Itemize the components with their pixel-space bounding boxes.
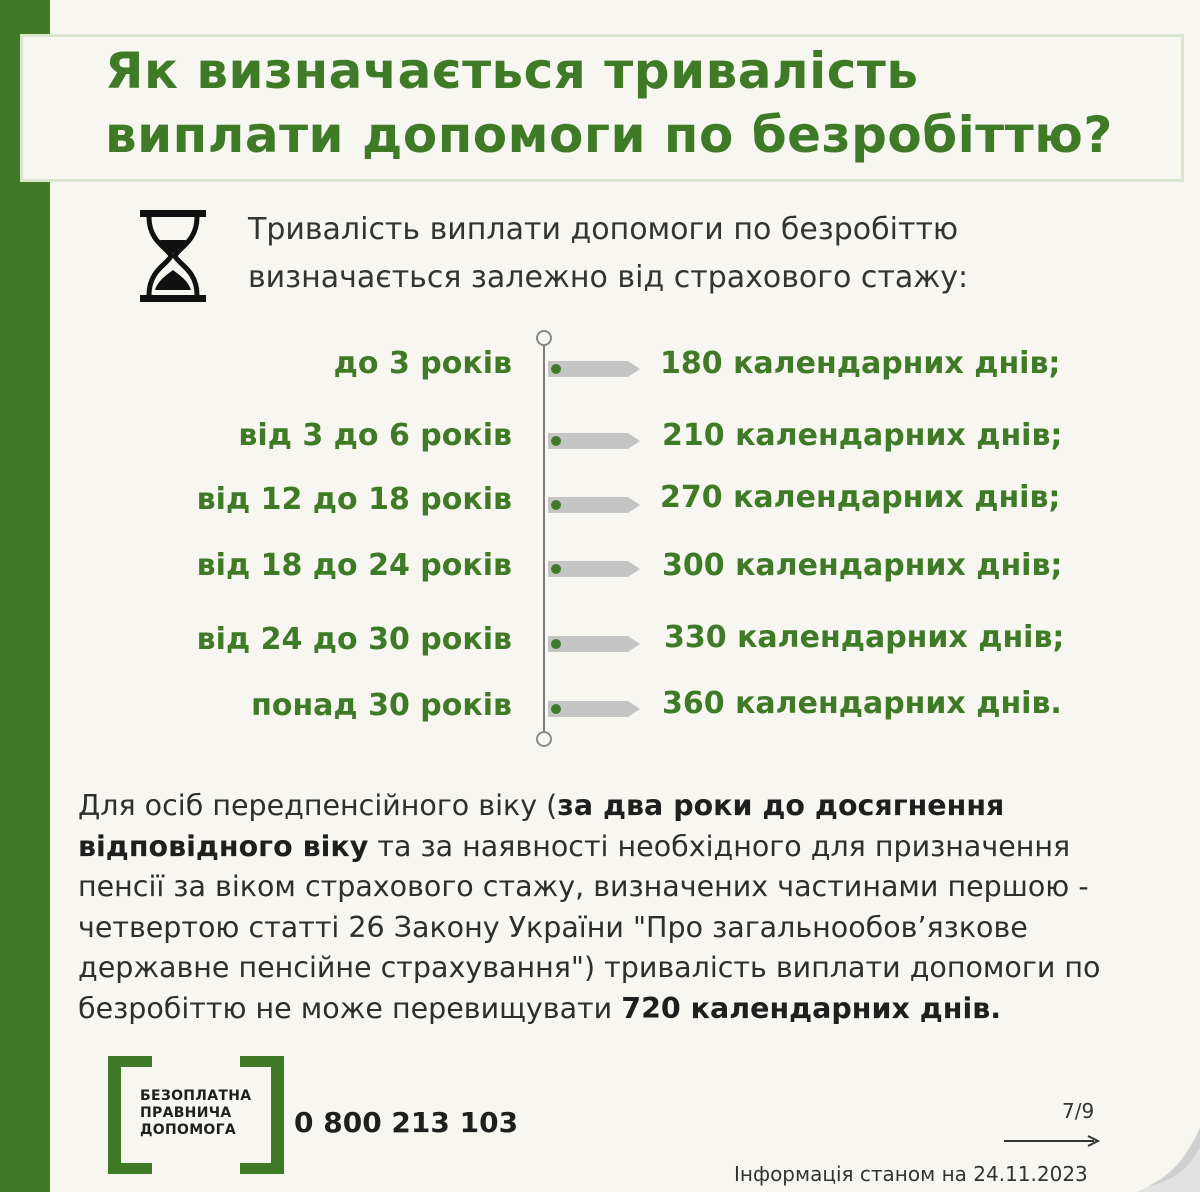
timeline-value-6: 360 календарних днів. — [662, 686, 1062, 721]
paragraph-text-1: Для осіб передпенсійного віку ( — [78, 789, 558, 822]
pre-retirement-paragraph — [78, 786, 1158, 1029]
logo-line-2: ПРАВНИЧА — [140, 1105, 232, 1121]
arrow-icon — [540, 632, 644, 656]
paragraph-text-2: та за наявності необхідного для призначення пенсії за віком страхового стажу, визначених частинами першою - четвертою статті 26 Закону України "Про загальнообов’язкове державне пенсійне страхування") тривалість виплати допомоги по безробіттю не може перевищувати — [78, 829, 1101, 1025]
timeline-value-4: 300 календарних днів; — [662, 548, 1063, 583]
timeline-label-4: від 18 до 24 років — [196, 548, 512, 583]
hourglass-icon — [140, 210, 206, 302]
intro-line-2: визначається залежно від страхового стажу: — [248, 260, 969, 295]
logo-line-1: БЕЗОПЛАТНА — [140, 1088, 252, 1104]
logo-line-3: ДОПОМОГА — [140, 1122, 236, 1138]
paragraph-bold-1: за два роки до досягнення відповідного віку — [78, 789, 1005, 863]
timeline-label-5: від 24 до 30 років — [196, 622, 512, 657]
arrow-icon — [540, 697, 644, 721]
arrow-icon — [540, 557, 644, 581]
hotline-phone[interactable]: 0 800 213 103 — [294, 1106, 519, 1139]
timeline-label-6: понад 30 років — [251, 688, 512, 723]
timeline-value-5: 330 календарних днів; — [664, 620, 1065, 655]
timeline-label-2: від 3 до 6 років — [238, 418, 512, 453]
timeline-value-3: 270 календарних днів; — [660, 480, 1061, 515]
page-title-line-2: виплати допомоги по безробіттю? — [105, 106, 1113, 164]
page-indicator: 7/9 — [1062, 1099, 1095, 1123]
intro-text — [248, 206, 968, 302]
timeline-label-1: до 3 років — [333, 346, 512, 381]
timeline-end-dot — [536, 731, 552, 747]
info-date-note: Інформація станом на 24.11.2023 — [734, 1162, 1088, 1186]
arrow-icon — [540, 493, 644, 517]
arrow-icon — [540, 429, 644, 453]
intro-line-1: Тривалість виплати допомоги по безробіттю — [248, 212, 959, 247]
legal-aid-logo-text — [140, 1088, 251, 1139]
next-arrow-icon[interactable] — [1004, 1134, 1102, 1148]
timeline-value-2: 210 календарних днів; — [662, 418, 1063, 453]
paragraph-bold-2: 720 календарних днів. — [621, 991, 1002, 1025]
timeline-value-1: 180 календарних днів; — [660, 346, 1061, 381]
timeline-vertical-line — [543, 343, 545, 733]
arrow-icon — [540, 357, 644, 381]
page-title-line-1: Як визначається тривалість — [105, 42, 919, 100]
timeline-label-3: від 12 до 18 років — [196, 482, 512, 517]
page-curl-decoration — [1128, 1120, 1200, 1192]
timeline-start-dot — [536, 330, 552, 346]
